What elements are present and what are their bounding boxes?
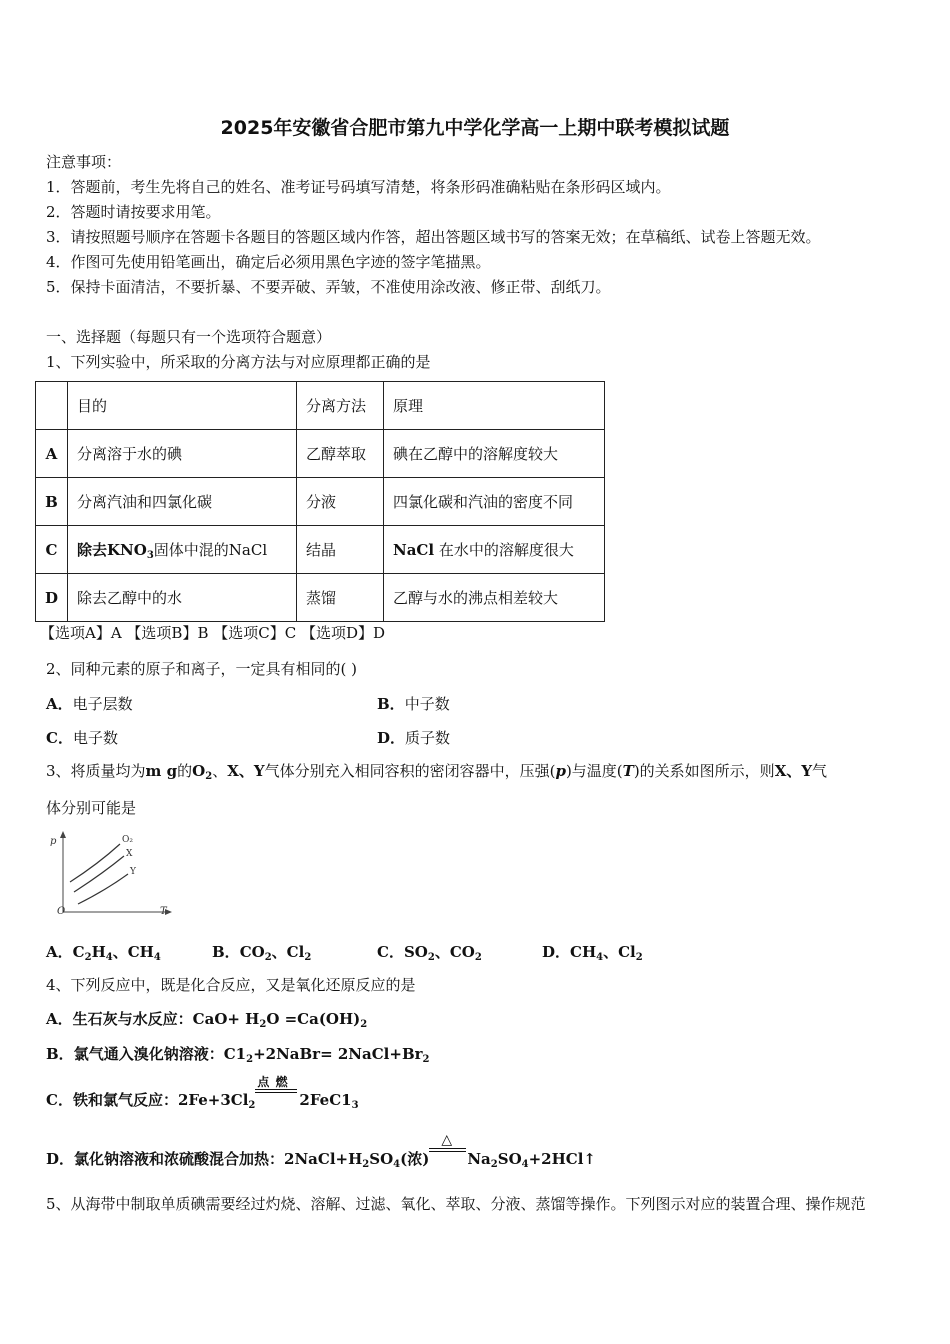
notice-item: 4．作图可先使用铅笔画出，确定后必须用黑色字迹的签字笔描黑。 — [46, 253, 491, 271]
question-4-stem: 4、下列反应中，既是化合反应，又是氧化还原反应的是 — [46, 976, 416, 994]
option-text: 中子数 — [404, 695, 450, 713]
option-label: C． — [377, 943, 404, 961]
subscript: 4 — [105, 952, 113, 963]
reaction-arrow — [429, 1132, 467, 1164]
curve-label: O₂ — [122, 835, 133, 845]
equation: Na — [467, 1150, 491, 1168]
y-axis-arrow — [60, 831, 66, 838]
option-label: B． — [46, 1045, 74, 1063]
formula: 除去KNO — [77, 540, 147, 559]
option-label: D． — [46, 1150, 75, 1168]
q4-option-d — [46, 1132, 596, 1170]
equation: 2NaCl+H — [284, 1150, 363, 1168]
row-principle: 乙醇与水的沸点相差较大 — [384, 574, 605, 622]
double-line — [429, 1148, 466, 1152]
equation: 2Fe+3Cl — [177, 1091, 249, 1109]
subscript: 2 — [427, 952, 435, 963]
subscript: 2 — [490, 1159, 498, 1170]
subscript: 2 — [362, 1159, 370, 1170]
formula: 、CH — [112, 943, 154, 961]
table-header-cell: 目的 — [68, 382, 297, 430]
row-method: 蒸馏 — [297, 574, 384, 622]
formula: m g — [145, 762, 178, 780]
subscript: 2 — [360, 1019, 368, 1030]
option-text: 质子数 — [405, 729, 451, 747]
subscript: 3 — [351, 1100, 359, 1111]
question-3-stem-cont: 体分别可能是 — [46, 799, 137, 817]
subscript: 2 — [422, 1054, 430, 1065]
equation: (浓) — [400, 1150, 430, 1168]
formula: X、Y — [774, 762, 813, 780]
formula: O — [192, 762, 206, 780]
text: 气 — [812, 762, 828, 780]
option-text: 生石灰与水反应： — [72, 1010, 193, 1028]
row-purpose: 除去乙醇中的水 — [68, 574, 297, 622]
subscript: 2 — [259, 1019, 267, 1030]
formula: 、Cl — [271, 943, 305, 961]
text: 3、将质量均为 — [46, 762, 146, 780]
q3-option-b — [212, 941, 311, 963]
page-title: 2025年安徽省合肥市第九中学化学高一上期中联考模拟试题 — [220, 117, 730, 139]
question-3-stem — [46, 761, 827, 787]
equation: +2HCl↑ — [528, 1150, 596, 1168]
row-method: 乙醇萃取 — [297, 430, 384, 478]
question-1-stem: 1、下列实验中，所采取的分离方法与对应原理都正确的是 — [46, 353, 431, 371]
formula: C — [72, 943, 85, 961]
option-label: C． — [46, 729, 73, 747]
subscript: 3 — [146, 549, 154, 561]
table-row — [36, 430, 605, 478]
section-heading: 一、选择题（每题只有一个选项符合题意） — [46, 328, 332, 346]
formula: T — [622, 762, 634, 780]
option-text: 氯化钠溶液和浓硫酸混合加热： — [74, 1150, 285, 1168]
q4-option-c — [46, 1075, 359, 1111]
option-text: 铁和氯气反应： — [72, 1091, 178, 1109]
text: 在水中的溶解度很大 — [438, 541, 574, 559]
pressure-temperature-graph — [48, 828, 178, 920]
reaction-arrow — [255, 1075, 299, 1105]
option-label: A． — [46, 943, 73, 961]
row-label: C — [36, 526, 68, 574]
origin-label: O — [57, 906, 66, 917]
equation: CaO+ H — [192, 1010, 260, 1028]
reaction-condition: 点 燃 — [257, 1075, 289, 1089]
equation: SO — [497, 1150, 522, 1168]
subscript: 4 — [393, 1159, 401, 1170]
formula: CO — [239, 943, 265, 961]
double-line — [255, 1089, 297, 1093]
formula: p — [555, 762, 566, 780]
subscript: 2 — [635, 952, 643, 963]
q2-option-c — [46, 727, 118, 748]
curve-label: X — [126, 849, 133, 859]
curve-o2 — [70, 844, 120, 882]
formula: SO — [403, 943, 428, 961]
equation: 2FeC1 — [299, 1091, 352, 1109]
table-header-cell — [36, 382, 68, 430]
q4-option-b — [46, 1043, 430, 1065]
formula: 、CO — [434, 943, 475, 961]
curve-y — [78, 874, 128, 904]
table-header-cell: 原理 — [384, 382, 605, 430]
subscript: 4 — [153, 952, 161, 963]
option-label: B． — [377, 695, 405, 713]
option-label: D． — [377, 729, 406, 747]
subscript: 2 — [205, 771, 213, 782]
y-axis-label: p — [50, 836, 57, 847]
row-principle: 碘在乙醇中的溶解度较大 — [384, 430, 605, 478]
question-2-stem: 2、同种元素的原子和离子，一定具有相同的( ) — [46, 660, 358, 678]
text: 的 — [177, 762, 193, 780]
option-text: 氯气通入溴化钠溶液： — [73, 1045, 224, 1063]
question-5-stem: 5、从海带中制取单质碘需要经过灼烧、溶解、过滤、氧化、萃取、分液、蒸馏等操作。下列图示对应的装置合理、操作规范 — [46, 1195, 866, 1213]
q4-option-a — [46, 1008, 367, 1030]
formula: X、Y — [227, 762, 265, 780]
option-label: C． — [46, 1091, 73, 1109]
text: 气体分别充入相同容积的密闭容器中，压强( — [264, 762, 556, 780]
curve-label: Y — [130, 867, 136, 877]
row-label: B — [36, 478, 68, 526]
row-label: A — [36, 430, 68, 478]
text: )的关系如图所示，则 — [633, 762, 775, 780]
option-label: A． — [46, 695, 73, 713]
q3-option-a — [46, 941, 161, 963]
table-row — [36, 478, 605, 526]
subscript: 2 — [474, 952, 482, 963]
option-label: B． — [212, 943, 240, 961]
row-purpose: 分离汽油和四氯化碳 — [68, 478, 297, 526]
q3-option-d — [542, 941, 643, 963]
q2-option-b — [377, 693, 450, 714]
formula: 、Cl — [603, 943, 636, 961]
notice-item: 3．请按照题号顺序在答题卡各题目的答题区域内作答，超出答题区域书写的答案无效；在草稿纸、试卷上答题无效。 — [46, 228, 821, 246]
row-label: D — [36, 574, 68, 622]
equation: SO — [369, 1150, 394, 1168]
option-label: A． — [46, 1010, 73, 1028]
row-method: 结晶 — [297, 526, 384, 574]
row-purpose — [68, 526, 297, 574]
table-row — [36, 526, 605, 574]
subscript: 2 — [264, 952, 272, 963]
table-row — [36, 574, 605, 622]
text: 、 — [212, 762, 228, 780]
formula: NaCl — [393, 541, 435, 559]
notice-item: 5．保持卡面清洁，不要折暴、不要弄破、弄皱，不准使用涂改液、修正带、刮纸刀。 — [46, 278, 611, 296]
equation: +2NaBr= 2NaCl+Br — [253, 1045, 423, 1063]
subscript: 2 — [248, 1100, 256, 1111]
separation-table — [35, 381, 605, 622]
row-principle: 四氯化碳和汽油的密度不同 — [384, 478, 605, 526]
q2-option-d — [377, 727, 450, 748]
table-header-cell: 分离方法 — [297, 382, 384, 430]
subscript: 4 — [521, 1159, 529, 1170]
option-text: 电子层数 — [72, 695, 133, 713]
formula: CH — [570, 943, 597, 961]
q2-option-a — [46, 693, 133, 714]
heat-icon: △ — [441, 1132, 453, 1148]
row-principle — [384, 526, 605, 574]
text: )与温度( — [565, 762, 623, 780]
subscript: 2 — [304, 952, 312, 963]
equation: O =Ca(OH) — [266, 1010, 361, 1028]
notice-item: 1．答题前，考生先将自己的姓名、准考证号码填写清楚，将条形码准确粘贴在条形码区域内。 — [46, 178, 671, 196]
q3-option-c — [377, 941, 482, 963]
row-method: 分液 — [297, 478, 384, 526]
question-1-options: 【选项A】A 【选项B】B 【选项C】C 【选项D】D — [40, 624, 386, 642]
option-text: 电子数 — [72, 729, 118, 747]
formula: H — [91, 943, 106, 961]
table-header-row — [36, 382, 605, 430]
x-axis-label: T — [160, 906, 167, 917]
row-purpose: 分离溶于水的碘 — [68, 430, 297, 478]
option-label: D． — [542, 943, 571, 961]
subscript: 2 — [246, 1054, 254, 1065]
subscript: 4 — [596, 952, 604, 963]
subscript: 2 — [84, 952, 92, 963]
equation: C1 — [223, 1045, 247, 1063]
notice-heading: 注意事项： — [46, 153, 122, 171]
text: 固体中混的NaCl — [153, 540, 268, 559]
notice-item: 2．答题时请按要求用笔。 — [46, 203, 221, 221]
